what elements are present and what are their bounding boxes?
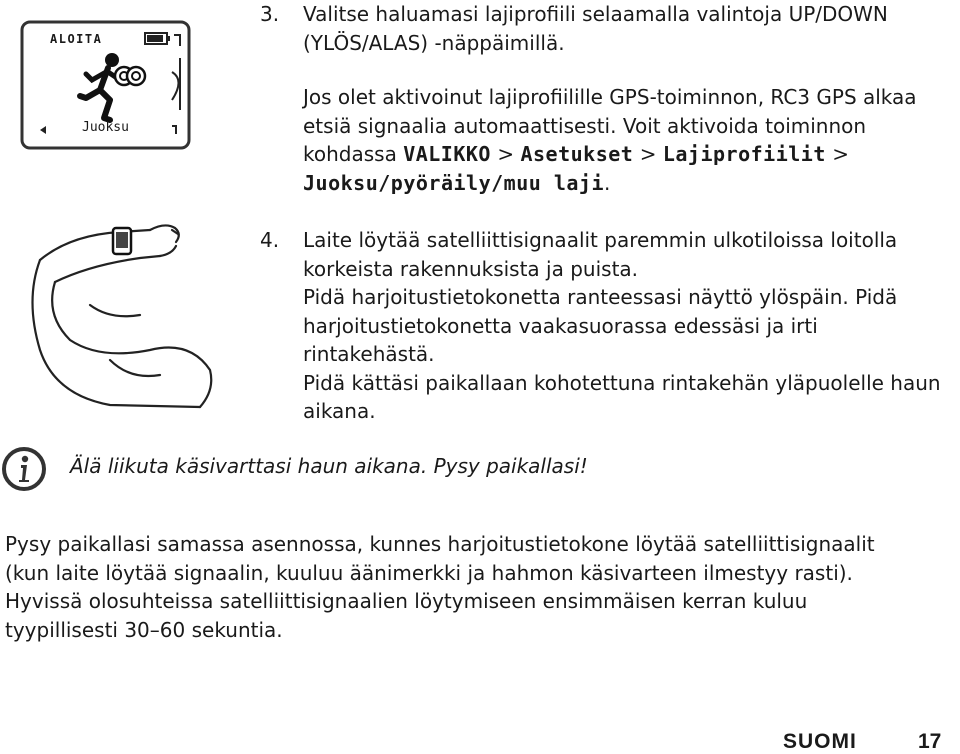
runner-icon xyxy=(0,0,200,160)
menu-path-sep: > xyxy=(633,142,663,166)
gps-info-text xyxy=(303,83,953,197)
body-line: tyypillisesti 30–60 sekuntia. xyxy=(5,617,283,642)
body-line: Pysy paikallasi samassa asennossa, kunnes harjoitustietokone löytää satelliittisignaalit xyxy=(5,532,875,556)
menu-path-line xyxy=(303,140,953,169)
step-4-text xyxy=(303,226,953,426)
gps-info-line: etsiä signaalia automaattisesti. Voit aktivoida toiminnon xyxy=(303,113,867,138)
menu-path-lajiprofiilit: Lajiprofiilit xyxy=(662,142,826,166)
step-3-number: 3. xyxy=(260,2,280,26)
step-3-line: (YLÖS/ALAS) -näppäimillä. xyxy=(303,30,565,55)
step-4-line: Pidä kättäsi paikallaan kohotettuna rintakehän yläpuolelle haun xyxy=(303,370,941,395)
menu-path-prefix: kohdassa xyxy=(303,142,404,166)
step-3-line: Valitse haluamasi lajiprofiili selaamalla valintoja UP/DOWN xyxy=(303,2,888,26)
menu-path-valikko: VALIKKO xyxy=(403,142,491,166)
menu-path-asetukset: Asetukset xyxy=(520,142,634,166)
step-4-line: harjoitustietokonetta vaakasuorassa edessäsi ja irti rintakehästä. xyxy=(303,313,818,366)
step-4-line: korkeista rakennuksista ja puista. xyxy=(303,256,639,281)
menu-path-laji: Juoksu/pyöräily/muu laji xyxy=(303,170,604,195)
device-screen-bottom-label: Juoksu xyxy=(82,120,129,135)
note-text: Älä liikuta käsivarttasi haun aikana. Pysy paikallasi! xyxy=(70,454,588,478)
arm-position-illustration xyxy=(0,210,230,420)
device-screen-top-label: ALOITA xyxy=(50,32,103,46)
menu-path-period: . xyxy=(603,170,611,195)
body-line: Hyvissä olosuhteissa satelliittisignaalien löytymiseen ensimmäisen kerran kuluu xyxy=(5,589,808,613)
step-4-line: Pidä harjoitustietokonetta ranteessasi näyttö ylöspäin. Pidä xyxy=(303,285,898,309)
device-screen-illustration xyxy=(0,0,200,160)
info-icon xyxy=(0,444,50,494)
menu-path-sep: > xyxy=(490,142,521,166)
step-4-line: aikana. xyxy=(303,399,376,423)
gps-info-line: Jos olet aktivoinut lajiprofiilille GPS-toiminnon, RC3 GPS alkaa xyxy=(303,85,917,109)
menu-path-sep: > xyxy=(825,142,849,166)
footer-language: SUOMI xyxy=(783,730,857,753)
body-line: (kun laite löytää signaalin, kuuluu äänimerkki ja hahmon käsivarteen ilmestyy rasti). xyxy=(5,560,853,585)
step-4-number: 4. xyxy=(260,228,280,252)
body-paragraph xyxy=(5,530,955,644)
step-3-text xyxy=(303,0,953,57)
menu-path-line xyxy=(303,169,953,198)
step-4-line: Laite löytää satelliittisignaalit paremmin ulkotiloissa loitolla xyxy=(303,228,898,252)
footer-page-number: 17 xyxy=(918,730,942,753)
